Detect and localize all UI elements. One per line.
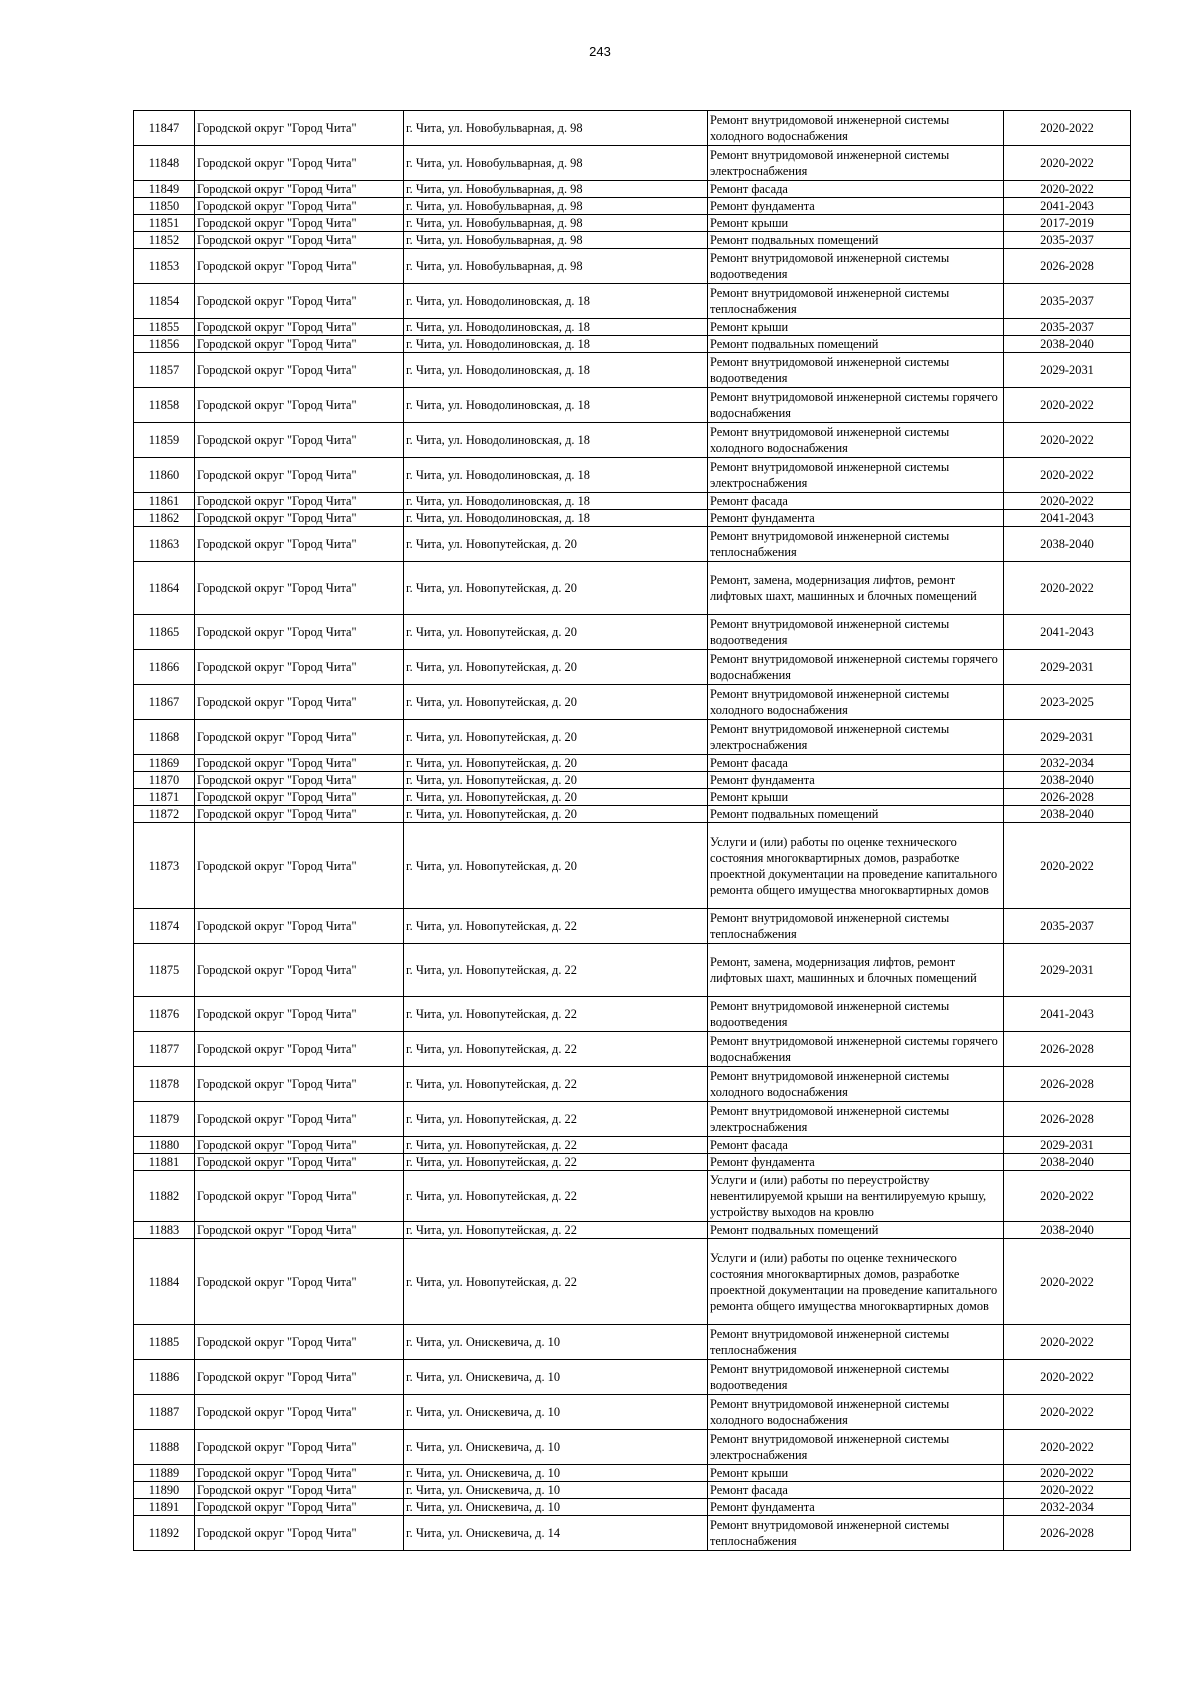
work-type-cell: Ремонт внутридомовой инженерной системы водоотведения [708,1360,1004,1395]
address-cell: г. Чита, ул. Новопутейская, д. 20 [404,650,708,685]
municipality-cell: Городской округ "Город Чита" [195,1482,404,1499]
table-row [134,493,1131,510]
table-row [134,1516,1131,1551]
address-cell: г. Чита, ул. Новопутейская, д. 20 [404,685,708,720]
record-number-cell: 11853 [134,249,195,284]
period-cell: 2029-2031 [1004,720,1131,755]
record-number-cell: 11888 [134,1430,195,1465]
period-cell: 2029-2031 [1004,1137,1131,1154]
municipality-cell: Городской округ "Город Чита" [195,181,404,198]
table-row [134,823,1131,909]
period-cell: 2029-2031 [1004,353,1131,388]
record-number-cell: 11861 [134,493,195,510]
record-number-cell: 11871 [134,789,195,806]
address-cell: г. Чита, ул. Новопутейская, д. 22 [404,1137,708,1154]
period-cell: 2038-2040 [1004,1154,1131,1171]
table-row [134,249,1131,284]
period-cell: 2020-2022 [1004,562,1131,615]
municipality-cell: Городской округ "Город Чита" [195,353,404,388]
record-number-cell: 11872 [134,806,195,823]
period-cell: 2023-2025 [1004,685,1131,720]
municipality-cell: Городской округ "Город Чита" [195,1171,404,1222]
work-type-cell: Ремонт подвальных помещений [708,806,1004,823]
address-cell: г. Чита, ул. Новобульварная, д. 98 [404,232,708,249]
work-type-cell: Ремонт фундамента [708,198,1004,215]
table-row [134,1239,1131,1325]
record-number-cell: 11858 [134,388,195,423]
work-type-cell: Ремонт внутридомовой инженерной системы теплоснабжения [708,909,1004,944]
address-cell: г. Чита, ул. Новодолиновская, д. 18 [404,423,708,458]
work-type-cell: Ремонт фасада [708,1482,1004,1499]
work-type-cell: Ремонт внутридомовой инженерной системы теплоснабжения [708,284,1004,319]
record-number-cell: 11883 [134,1222,195,1239]
address-cell: г. Чита, ул. Новопутейская, д. 22 [404,909,708,944]
table-row [134,615,1131,650]
work-type-cell: Ремонт фундамента [708,510,1004,527]
municipality-cell: Городской округ "Город Чита" [195,997,404,1032]
address-cell: г. Чита, ул. Онискевича, д. 14 [404,1516,708,1551]
address-cell: г. Чита, ул. Новобульварная, д. 98 [404,198,708,215]
address-cell: г. Чита, ул. Новобульварная, д. 98 [404,181,708,198]
period-cell: 2032-2034 [1004,755,1131,772]
address-cell: г. Чита, ул. Новопутейская, д. 20 [404,562,708,615]
record-number-cell: 11892 [134,1516,195,1551]
table-row [134,1360,1131,1395]
municipality-cell: Городской округ "Город Чита" [195,284,404,319]
work-type-cell: Ремонт, замена, модернизация лифтов, ремонт лифтовых шахт, машинных и блочных помещений [708,944,1004,997]
record-number-cell: 11867 [134,685,195,720]
address-cell: г. Чита, ул. Новобульварная, д. 98 [404,111,708,146]
work-type-cell: Ремонт внутридомовой инженерной системы электроснабжения [708,458,1004,493]
municipality-cell: Городской округ "Город Чита" [195,650,404,685]
municipality-cell: Городской округ "Город Чита" [195,909,404,944]
record-number-cell: 11884 [134,1239,195,1325]
work-type-cell: Ремонт подвальных помещений [708,232,1004,249]
period-cell: 2041-2043 [1004,997,1131,1032]
record-number-cell: 11879 [134,1102,195,1137]
address-cell: г. Чита, ул. Новодолиновская, д. 18 [404,319,708,336]
table-row [134,1325,1131,1360]
period-cell: 2038-2040 [1004,806,1131,823]
period-cell: 2026-2028 [1004,249,1131,284]
municipality-cell: Городской округ "Город Чита" [195,1395,404,1430]
table-row [134,336,1131,353]
record-number-cell: 11864 [134,562,195,615]
municipality-cell: Городской округ "Город Чита" [195,510,404,527]
address-cell: г. Чита, ул. Новопутейская, д. 20 [404,755,708,772]
work-type-cell: Ремонт фундамента [708,772,1004,789]
record-number-cell: 11873 [134,823,195,909]
municipality-cell: Городской округ "Город Чита" [195,249,404,284]
period-cell: 2038-2040 [1004,527,1131,562]
record-number-cell: 11854 [134,284,195,319]
work-type-cell: Ремонт внутридомовой инженерной системы электроснабжения [708,146,1004,181]
work-type-cell: Ремонт внутридомовой инженерной системы теплоснабжения [708,1516,1004,1551]
address-cell: г. Чита, ул. Онискевича, д. 10 [404,1482,708,1499]
table-row [134,1465,1131,1482]
period-cell: 2020-2022 [1004,1171,1131,1222]
table-row [134,1067,1131,1102]
address-cell: г. Чита, ул. Новопутейская, д. 22 [404,1239,708,1325]
record-number-cell: 11887 [134,1395,195,1430]
table-row [134,685,1131,720]
address-cell: г. Чита, ул. Новопутейская, д. 20 [404,615,708,650]
address-cell: г. Чита, ул. Онискевича, д. 10 [404,1325,708,1360]
municipality-cell: Городской округ "Город Чита" [195,319,404,336]
work-type-cell: Ремонт фундамента [708,1154,1004,1171]
period-cell: 2020-2022 [1004,181,1131,198]
table-row [134,772,1131,789]
period-cell: 2020-2022 [1004,458,1131,493]
municipality-cell: Городской округ "Город Чита" [195,1102,404,1137]
address-cell: г. Чита, ул. Новопутейская, д. 22 [404,1154,708,1171]
municipality-cell: Городской округ "Город Чита" [195,198,404,215]
period-cell: 2041-2043 [1004,615,1131,650]
table-row [134,1222,1131,1239]
table-row [134,181,1131,198]
work-type-cell: Ремонт внутридомовой инженерной системы электроснабжения [708,720,1004,755]
address-cell: г. Чита, ул. Новопутейская, д. 22 [404,1222,708,1239]
period-cell: 2026-2028 [1004,1067,1131,1102]
period-cell: 2020-2022 [1004,423,1131,458]
table-row [134,562,1131,615]
table-row [134,1102,1131,1137]
address-cell: г. Чита, ул. Новопутейская, д. 22 [404,997,708,1032]
record-number-cell: 11866 [134,650,195,685]
municipality-cell: Городской округ "Город Чита" [195,1430,404,1465]
work-type-cell: Ремонт подвальных помещений [708,1222,1004,1239]
record-number-cell: 11850 [134,198,195,215]
municipality-cell: Городской округ "Город Чита" [195,806,404,823]
address-cell: г. Чита, ул. Новобульварная, д. 98 [404,215,708,232]
table-row [134,423,1131,458]
record-number-cell: 11847 [134,111,195,146]
municipality-cell: Городской округ "Город Чита" [195,772,404,789]
work-type-cell: Ремонт подвальных помещений [708,336,1004,353]
period-cell: 2020-2022 [1004,1239,1131,1325]
work-type-cell: Ремонт фасада [708,755,1004,772]
record-number-cell: 11851 [134,215,195,232]
table-row [134,720,1131,755]
municipality-cell: Городской округ "Город Чита" [195,111,404,146]
municipality-cell: Городской округ "Город Чита" [195,1032,404,1067]
table-row [134,458,1131,493]
municipality-cell: Городской округ "Город Чита" [195,944,404,997]
table-row [134,1137,1131,1154]
period-cell: 2020-2022 [1004,493,1131,510]
record-number-cell: 11855 [134,319,195,336]
municipality-cell: Городской округ "Город Чита" [195,562,404,615]
period-cell: 2026-2028 [1004,1102,1131,1137]
record-number-cell: 11862 [134,510,195,527]
record-number-cell: 11874 [134,909,195,944]
municipality-cell: Городской округ "Город Чита" [195,1239,404,1325]
table-row [134,1499,1131,1516]
record-number-cell: 11880 [134,1137,195,1154]
table-row [134,909,1131,944]
table-row [134,527,1131,562]
period-cell: 2020-2022 [1004,1482,1131,1499]
address-cell: г. Чита, ул. Онискевича, д. 10 [404,1360,708,1395]
municipality-cell: Городской округ "Город Чита" [195,685,404,720]
work-type-cell: Ремонт внутридомовой инженерной системы электроснабжения [708,1430,1004,1465]
table-row [134,353,1131,388]
work-type-cell: Ремонт внутридомовой инженерной системы холодного водоснабжения [708,685,1004,720]
address-cell: г. Чита, ул. Новопутейская, д. 22 [404,1171,708,1222]
address-cell: г. Чита, ул. Новопутейская, д. 20 [404,527,708,562]
record-number-cell: 11859 [134,423,195,458]
address-cell: г. Чита, ул. Новопутейская, д. 22 [404,1102,708,1137]
municipality-cell: Городской округ "Город Чита" [195,423,404,458]
repair-schedule-table [133,110,1131,1551]
work-type-cell: Ремонт внутридомовой инженерной системы теплоснабжения [708,527,1004,562]
work-type-cell: Ремонт внутридомовой инженерной системы холодного водоснабжения [708,111,1004,146]
period-cell: 2020-2022 [1004,1395,1131,1430]
record-number-cell: 11891 [134,1499,195,1516]
work-type-cell: Ремонт внутридомовой инженерной системы водоотведения [708,249,1004,284]
table-row [134,388,1131,423]
table-row [134,319,1131,336]
table-row [134,806,1131,823]
period-cell: 2020-2022 [1004,1430,1131,1465]
table-body [134,111,1131,1551]
period-cell: 2032-2034 [1004,1499,1131,1516]
table-row [134,232,1131,249]
period-cell: 2029-2031 [1004,944,1131,997]
record-number-cell: 11865 [134,615,195,650]
record-number-cell: 11878 [134,1067,195,1102]
period-cell: 2020-2022 [1004,1360,1131,1395]
municipality-cell: Городской округ "Город Чита" [195,1154,404,1171]
table-row [134,1482,1131,1499]
municipality-cell: Городской округ "Город Чита" [195,1360,404,1395]
municipality-cell: Городской округ "Город Чита" [195,458,404,493]
table-row [134,944,1131,997]
municipality-cell: Городской округ "Город Чита" [195,1325,404,1360]
municipality-cell: Городской округ "Город Чита" [195,146,404,181]
address-cell: г. Чита, ул. Новобульварная, д. 98 [404,249,708,284]
work-type-cell: Ремонт внутридомовой инженерной системы водоотведения [708,997,1004,1032]
period-cell: 2026-2028 [1004,789,1131,806]
record-number-cell: 11848 [134,146,195,181]
work-type-cell: Ремонт фасада [708,1137,1004,1154]
address-cell: г. Чита, ул. Новодолиновская, д. 18 [404,388,708,423]
record-number-cell: 11860 [134,458,195,493]
municipality-cell: Городской округ "Город Чита" [195,823,404,909]
table-row [134,650,1131,685]
page-number: 243 [589,44,611,59]
period-cell: 2026-2028 [1004,1516,1131,1551]
address-cell: г. Чита, ул. Новопутейская, д. 20 [404,789,708,806]
record-number-cell: 11877 [134,1032,195,1067]
period-cell: 2041-2043 [1004,198,1131,215]
municipality-cell: Городской округ "Город Чита" [195,1222,404,1239]
address-cell: г. Чита, ул. Новопутейская, д. 20 [404,720,708,755]
record-number-cell: 11856 [134,336,195,353]
table-row [134,146,1131,181]
record-number-cell: 11876 [134,997,195,1032]
work-type-cell: Ремонт внутридомовой инженерной системы холодного водоснабжения [708,1067,1004,1102]
municipality-cell: Городской округ "Город Чита" [195,1137,404,1154]
work-type-cell: Ремонт внутридомовой инженерной системы холодного водоснабжения [708,1395,1004,1430]
address-cell: г. Чита, ул. Новодолиновская, д. 18 [404,284,708,319]
table-row [134,111,1131,146]
period-cell: 2041-2043 [1004,510,1131,527]
period-cell: 2035-2037 [1004,319,1131,336]
table-row [134,198,1131,215]
period-cell: 2026-2028 [1004,1032,1131,1067]
work-type-cell: Услуги и (или) работы по оценке технического состояния многоквартирных домов, разработке проектной документации на проведение капитального ремонта общего имущества многоквартирных домов [708,823,1004,909]
address-cell: г. Чита, ул. Новодолиновская, д. 18 [404,458,708,493]
table-row [134,789,1131,806]
work-type-cell: Ремонт крыши [708,319,1004,336]
municipality-cell: Городской округ "Город Чита" [195,720,404,755]
period-cell: 2029-2031 [1004,650,1131,685]
address-cell: г. Чита, ул. Онискевича, д. 10 [404,1465,708,1482]
work-type-cell: Ремонт, замена, модернизация лифтов, ремонт лифтовых шахт, машинных и блочных помещений [708,562,1004,615]
period-cell: 2020-2022 [1004,388,1131,423]
address-cell: г. Чита, ул. Новопутейская, д. 22 [404,1032,708,1067]
municipality-cell: Городской округ "Город Чита" [195,789,404,806]
work-type-cell: Ремонт внутридомовой инженерной системы горячего водоснабжения [708,650,1004,685]
municipality-cell: Городской округ "Город Чита" [195,215,404,232]
record-number-cell: 11875 [134,944,195,997]
table-row [134,1430,1131,1465]
record-number-cell: 11868 [134,720,195,755]
table-row [134,1171,1131,1222]
work-type-cell: Ремонт внутридомовой инженерной системы горячего водоснабжения [708,388,1004,423]
work-type-cell: Ремонт крыши [708,1465,1004,1482]
period-cell: 2020-2022 [1004,146,1131,181]
period-cell: 2017-2019 [1004,215,1131,232]
address-cell: г. Чита, ул. Онискевича, д. 10 [404,1395,708,1430]
address-cell: г. Чита, ул. Онискевича, д. 10 [404,1430,708,1465]
municipality-cell: Городской округ "Город Чита" [195,336,404,353]
record-number-cell: 11889 [134,1465,195,1482]
municipality-cell: Городской округ "Город Чита" [195,1499,404,1516]
record-number-cell: 11870 [134,772,195,789]
record-number-cell: 11869 [134,755,195,772]
period-cell: 2020-2022 [1004,111,1131,146]
work-type-cell: Ремонт крыши [708,215,1004,232]
period-cell: 2020-2022 [1004,823,1131,909]
work-type-cell: Ремонт внутридомовой инженерной системы электроснабжения [708,1102,1004,1137]
record-number-cell: 11852 [134,232,195,249]
work-type-cell: Ремонт внутридомовой инженерной системы горячего водоснабжения [708,1032,1004,1067]
work-type-cell: Ремонт фасада [708,181,1004,198]
work-type-cell: Услуги и (или) работы по переустройству невентилируемой крыши на вентилируемую крышу, устройству выходов на кровлю [708,1171,1004,1222]
table-row [134,997,1131,1032]
municipality-cell: Городской округ "Город Чита" [195,755,404,772]
record-number-cell: 11890 [134,1482,195,1499]
address-cell: г. Чита, ул. Онискевича, д. 10 [404,1499,708,1516]
record-number-cell: 11882 [134,1171,195,1222]
record-number-cell: 11881 [134,1154,195,1171]
period-cell: 2020-2022 [1004,1465,1131,1482]
record-number-cell: 11863 [134,527,195,562]
record-number-cell: 11857 [134,353,195,388]
work-type-cell: Услуги и (или) работы по оценке технического состояния многоквартирных домов, разработке проектной документации на проведение капитального ремонта общего имущества многоквартирных домов [708,1239,1004,1325]
period-cell: 2020-2022 [1004,1325,1131,1360]
period-cell: 2038-2040 [1004,1222,1131,1239]
municipality-cell: Городской округ "Город Чита" [195,527,404,562]
period-cell: 2035-2037 [1004,232,1131,249]
municipality-cell: Городской округ "Город Чита" [195,232,404,249]
period-cell: 2038-2040 [1004,336,1131,353]
work-type-cell: Ремонт фасада [708,493,1004,510]
address-cell: г. Чита, ул. Новопутейская, д. 22 [404,1067,708,1102]
address-cell: г. Чита, ул. Новопутейская, д. 20 [404,772,708,789]
municipality-cell: Городской округ "Город Чита" [195,493,404,510]
address-cell: г. Чита, ул. Новодолиновская, д. 18 [404,336,708,353]
table-row [134,510,1131,527]
municipality-cell: Городской округ "Город Чита" [195,1516,404,1551]
municipality-cell: Городской округ "Город Чита" [195,615,404,650]
work-type-cell: Ремонт внутридомовой инженерной системы холодного водоснабжения [708,423,1004,458]
record-number-cell: 11886 [134,1360,195,1395]
table-row [134,755,1131,772]
municipality-cell: Городской округ "Город Чита" [195,1465,404,1482]
period-cell: 2038-2040 [1004,772,1131,789]
record-number-cell: 11885 [134,1325,195,1360]
address-cell: г. Чита, ул. Новодолиновская, д. 18 [404,493,708,510]
address-cell: г. Чита, ул. Новопутейская, д. 22 [404,944,708,997]
address-cell: г. Чита, ул. Новопутейская, д. 20 [404,806,708,823]
table-row [134,284,1131,319]
period-cell: 2035-2037 [1004,284,1131,319]
work-type-cell: Ремонт внутридомовой инженерной системы теплоснабжения [708,1325,1004,1360]
period-cell: 2035-2037 [1004,909,1131,944]
address-cell: г. Чита, ул. Новобульварная, д. 98 [404,146,708,181]
table-row [134,1032,1131,1067]
work-type-cell: Ремонт фундамента [708,1499,1004,1516]
table-row [134,1395,1131,1430]
municipality-cell: Городской округ "Город Чита" [195,388,404,423]
work-type-cell: Ремонт крыши [708,789,1004,806]
work-type-cell: Ремонт внутридомовой инженерной системы водоотведения [708,615,1004,650]
address-cell: г. Чита, ул. Новодолиновская, д. 18 [404,510,708,527]
table-row [134,215,1131,232]
address-cell: г. Чита, ул. Новопутейская, д. 20 [404,823,708,909]
municipality-cell: Городской округ "Город Чита" [195,1067,404,1102]
record-number-cell: 11849 [134,181,195,198]
table-row [134,1154,1131,1171]
address-cell: г. Чита, ул. Новодолиновская, д. 18 [404,353,708,388]
work-type-cell: Ремонт внутридомовой инженерной системы водоотведения [708,353,1004,388]
